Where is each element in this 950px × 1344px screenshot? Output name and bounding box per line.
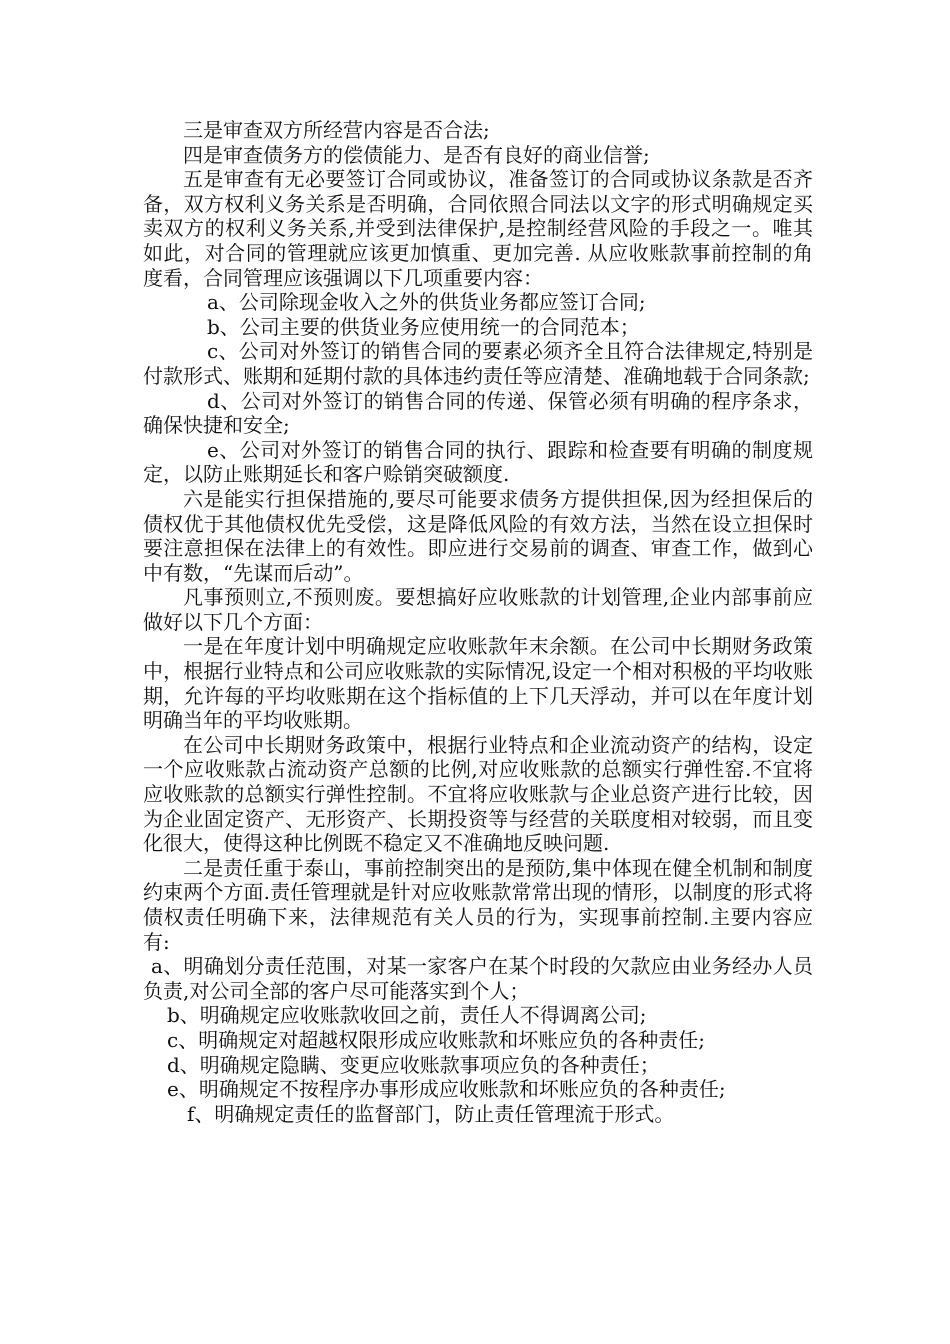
list-item-a: a、公司除现金收入之外的供货业务都应签订合同; xyxy=(207,290,646,315)
duty-item-e: e、明确规定不按程序办事形成应收账款和坏账应负的各种责任; xyxy=(167,1077,726,1102)
list-item-c: c、公司对外签订的销售合同的要素必须齐全且符合法律规定,特别是付款形式、账期和延期付款的具体违约责任等应清楚、准确地载于合同条款; xyxy=(143,339,813,388)
duty-item-c: c、明确规定对超越权限形成应收账款和坏账应负的各种责任; xyxy=(167,1027,705,1052)
list-item-b: b、公司主要的供货业务应使用统一的合同范本； xyxy=(207,314,640,339)
paragraph-item-6: 六是能实行担保措施的,要尽可能要求债务方提供担保,因为经担保后的债权优于其他债权优先受偿，这是降低风险的有效方法，当然在设立担保时要注意担保在法律上的有效性。即应进行交易前的调查、审查工作，做到心中有数，“先谋而后动”。 xyxy=(143,486,813,585)
list-item-e: e、公司对外签订的销售合同的执行、跟踪和检查要有明确的制度规定，以防止账期延长和客户赊销突破额度. xyxy=(143,437,813,487)
paragraph-item-4: 四是审查债务方的偿债能力、是否有良好的商业信誉; xyxy=(183,142,650,167)
list-item-d: d、公司对外签订的销售合同的传递、保管必须有明确的程序条求，确保快捷和安全; xyxy=(143,388,813,438)
paragraph-item-5: 五是审查有无必要签订合同或协议，准备签订的合同或协议条款是否齐备，双方权利义务关系是否明确，合同依照合同法以文字的形式明确规定买卖双方的权利义务关系,并受到法律保护,是控制经营风险的手段之一。唯其如此，对合同的管理就应该更加慎重、更加完善. 从应收账款事前控制的角度看，合同管理应该强调以下几项重要内容： xyxy=(143,167,813,290)
paragraph-plan-ratio: 在公司中长期财务政策中，根据行业特点和企业流动资产的结构，设定一个应收账款占流动资产总额的比例,对应收账款的总额实行弹性窑.不宜将应收账款的总额实行弹性控制。不宜将应收账款与企业总资产进行比较，因为企业固定资产、无形资产、长期投资等与经营的关联度相对较弱，而且变化很大，使得这种比例既不稳定又不准确地反映问题. xyxy=(143,732,813,856)
paragraph-plan-1: 一是在年度计划中明确规定应收账款年末余额。在公司中长期财务政策中，根据行业特点和公司应收账款的实际情况,设定一个相对积极的平均收账期，允许每的平均收账期在这个指标值的上下几天浮动，并可以在年度计划明确当年的平均收账期。 xyxy=(143,634,813,733)
paragraph-item-3: 三是审查双方所经营内容是否合法; xyxy=(183,118,490,142)
duty-item-d: d、明确规定隐瞒、变更应收账款事项应负的各种责任； xyxy=(167,1052,660,1077)
paragraph-plan-2: 二是责任重于泰山，事前控制突出的是预防,集中体现在健全机制和制度约束两个方面.责任管理就是针对应收账款常常出现的情形，以制度的形式将债权责任明确下来，法律规范有关人员的行为，实现事前控制.主要内容应有: xyxy=(143,855,813,954)
duty-item-b: b、明确规定应收账款收回之前，责任人不得调离公司; xyxy=(167,1003,647,1028)
duty-item-a: a、明确划分责任范围，对某一家客户在某个时段的欠款应由业务经办人员负责,对公司全部的客户尽可能落实到个人； xyxy=(143,954,813,1003)
paragraph-planning-intro: 凡事预则立,不预则废。要想搞好应收账款的计划管理,企业内部事前应做好以下几个方面： xyxy=(143,585,813,634)
duty-item-f: f、明确规定责任的监督部门，防止责任管理流于形式。 xyxy=(187,1101,675,1126)
document-body xyxy=(143,118,813,1126)
